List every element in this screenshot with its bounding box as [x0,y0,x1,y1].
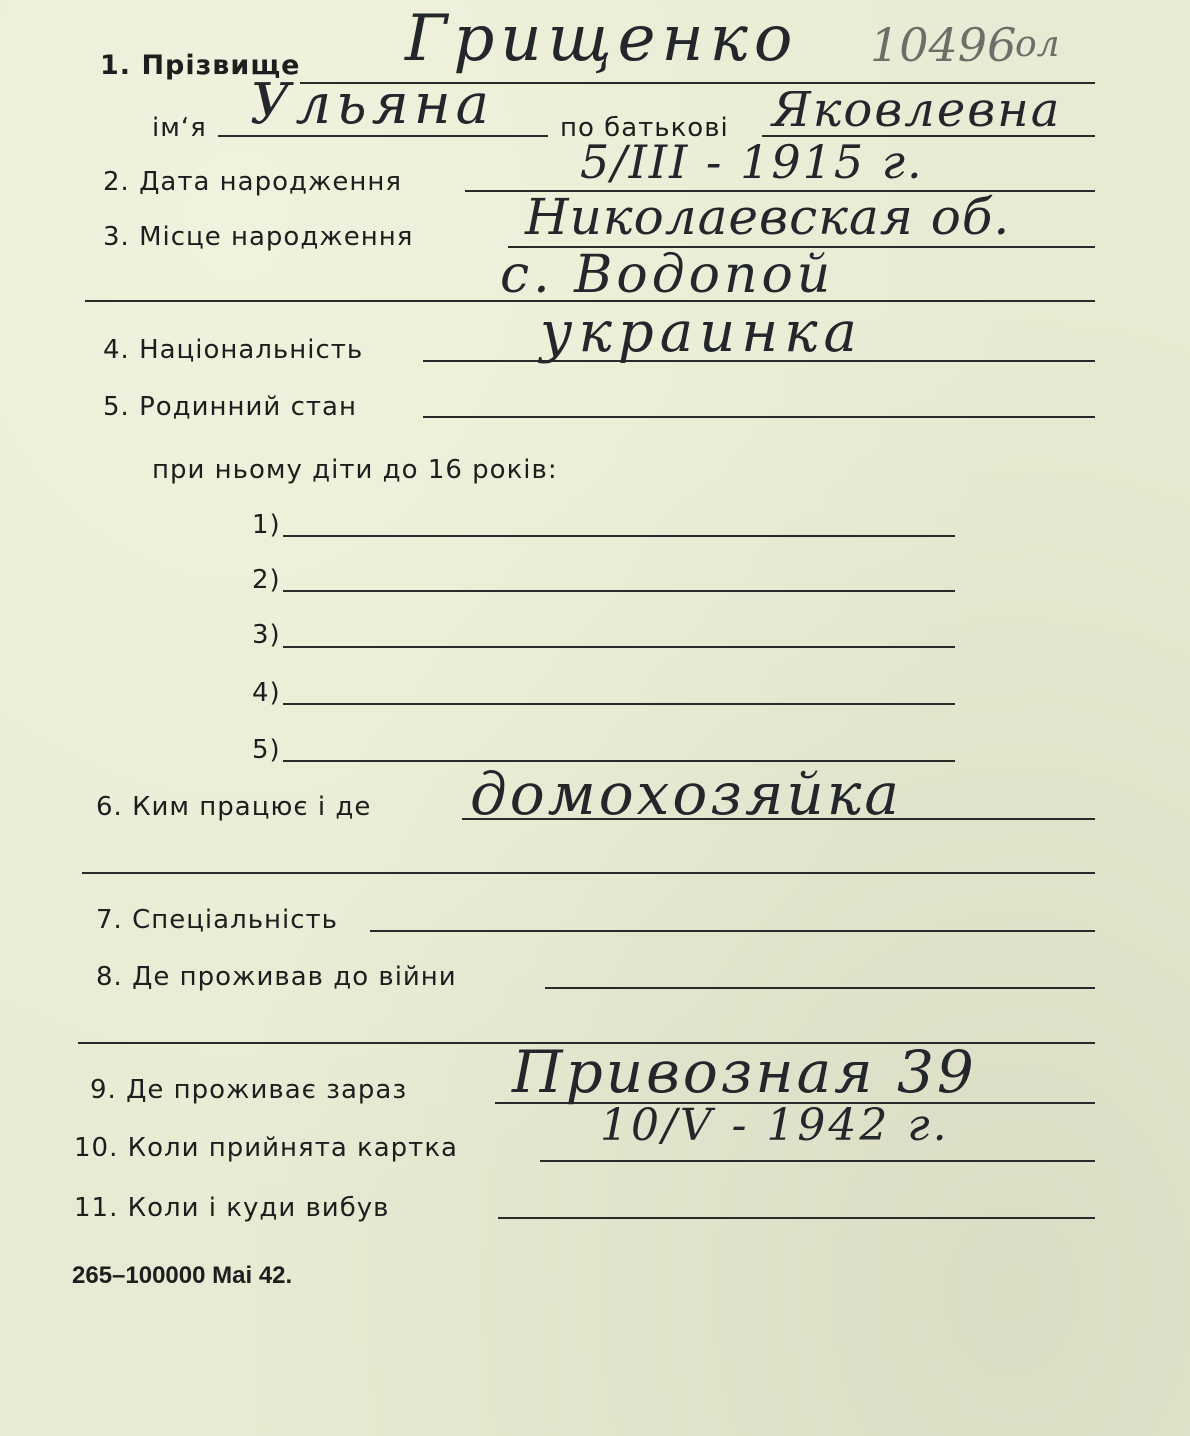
handwritten-work: домохозяйка [470,760,902,828]
family-status-label: 5. Родинний стан [103,392,357,422]
handwritten-accepted-date: 10/V - 1942 г. [600,1100,950,1151]
handwritten-nationality: украинка [540,300,863,365]
family-status-line [423,416,1095,418]
specialty-line [370,930,1095,932]
child-5-label: 5) [252,735,281,765]
work-label: 6. Ким працює і де [96,792,372,822]
specialty-label: 7. Спеціальність [96,905,339,935]
handwritten-card-number: 10496 [870,18,1017,72]
patronymic-label: по батькові [560,113,729,143]
current-residence-label: 9. Де проживає зараз [90,1075,408,1105]
child-4-label: 4) [252,678,281,708]
handwritten-number-suffix: ол [1015,24,1060,65]
work-line-2 [82,872,1095,874]
child-4-line [283,703,955,705]
name-label: ім‘я [152,113,207,143]
child-1-line [283,535,955,537]
child-1-label: 1) [252,510,281,540]
child-3-line [283,646,955,648]
handwritten-name: Ульяна [250,72,494,137]
birthdate-label: 2. Дата народження [103,167,403,197]
birthplace-label: 3. Місце народження [103,222,414,252]
handwritten-current-address: Привозная 39 [512,1038,977,1106]
child-2-line [283,590,955,592]
prewar-residence-label: 8. Де проживав до війни [96,962,457,992]
child-3-label: 3) [252,620,281,650]
card-accepted-label: 10. Коли прийнята картка [74,1133,458,1163]
prewar-residence-line [545,987,1095,989]
nationality-label: 4. Національність [103,335,364,365]
print-mark: 265–100000 Mai 42. [72,1262,293,1289]
handwritten-birthdate: 5/III - 1915 г. [580,135,924,189]
handwritten-birthplace-2: с. Водопой [500,245,835,305]
children-label: при ньому діти до 16 років: [152,455,558,485]
departure-line [498,1217,1095,1219]
surname-label: 1. Прізвище [100,50,301,81]
child-2-label: 2) [252,565,281,595]
departure-label: 11. Коли і куди вибув [74,1193,390,1223]
handwritten-surname: Грищенко [405,2,799,76]
handwritten-birthplace-1: Николаевская об. [525,188,1011,246]
card-accepted-line [540,1160,1095,1162]
handwritten-patronymic: Яковлевна [772,82,1062,138]
